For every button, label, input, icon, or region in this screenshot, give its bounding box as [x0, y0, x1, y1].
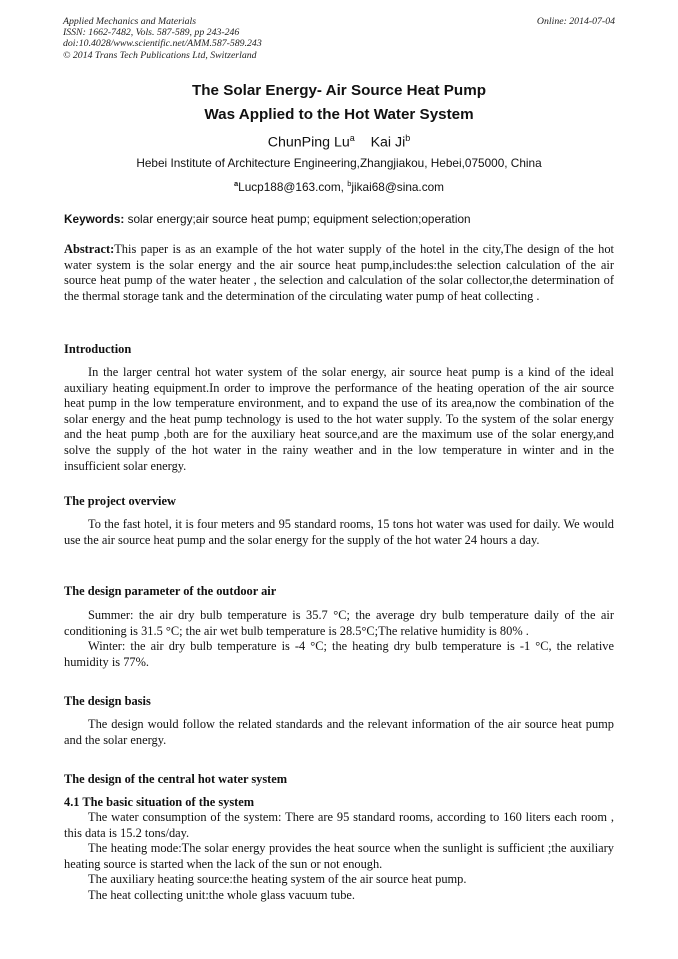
author-line	[0, 129, 678, 152]
intro-paragraph: In the larger central hot water system of the solar energy, air source heat pump is a kind of the ideal auxiliary heating equipment.In order to improve the performance of the heating operation of the air source heat pump in the low temperature environment, and to expand the use of its area,now the combination of the solar energy and the heat pump technology is used to the hot water supply. To the system of the solar energy and the heat pump ,both are for the auxiliary heat source,and are the maximum use of the solar energy,and solve the supply of the hot water in the rainy weather and in the low temperature in winter and in the insufficient solar energy.	[64, 365, 614, 473]
keywords-label: Keywords:	[64, 212, 125, 226]
overview-paragraph: To the fast hotel, it is four meters and 95 standard rooms, 15 tons hot water was used for daily. We would use the air source heat pump and the solar energy for the supply of the hot water 24 hours a day.	[64, 517, 614, 547]
email-b-sup: b	[347, 179, 352, 188]
outdoor-winter: Winter: the air dry bulb temperature is -4 °C; the heating dry bulb temperature is -1 °C, the relative humidity is 77%.	[64, 639, 614, 669]
paper-title-line2: Was Applied to the Hot Water System	[204, 106, 474, 123]
online-date: Online: 2014-07-04	[536, 16, 615, 27]
copyright: © 2014 Trans Tech Publications Ltd, Switzerland	[63, 49, 257, 61]
doi: doi:10.4028/www.scientific.net/AMM.587-589.243	[63, 38, 262, 50]
sub41-p3: The auxiliary heating source:the heating system of the air source heat pump.	[88, 872, 467, 887]
journal-meta	[63, 16, 262, 61]
outdoor-body	[64, 608, 614, 670]
abstract	[64, 242, 614, 304]
author-2: Kai Ji	[370, 134, 406, 151]
keywords	[64, 211, 624, 227]
outdoor-summer: Summer: the air dry bulb temperature is 35.7 °C; the average dry bulb temperature daily of the air conditioning is 31.5 °C; the air wet bulb temperature is 28.5°C;The relative humidity is 80% .	[64, 608, 614, 638]
sub41-heading: 4.1 The basic situation of the system	[64, 795, 255, 809]
abstract-text: This paper is as an example of the hot water supply of the hotel in the city,The design of the hot water system is the solar energy and the air source heat pump,includes:the selection calculation of the air source heat pump of the water heater , the selection and calculation of the solar collector,the determination of the thermal storage tank and the determination of the circulating water pump of heat collecting .	[64, 242, 614, 303]
email-a-sup: a	[233, 179, 239, 188]
sub41-p1: The water consumption of the system: There are 95 standard rooms, according to 160 liters each room , this data is 15.2 tons/day.	[64, 810, 614, 840]
basis-paragraph: The design would follow the related standards and the relevant information of the air source heat pump and the solar energy.	[64, 717, 614, 747]
basis-heading: The design basis	[64, 694, 151, 708]
outdoor-heading: The design parameter of the outdoor air	[64, 584, 277, 598]
email-b: jikai68@sina.com	[351, 179, 444, 194]
sub41-p2: The heating mode:The solar energy provides the heat source when the sunlight is sufficient ;the auxiliary heating source is started when the lack of the sun or not enough.	[64, 841, 614, 871]
central-heading: The design of the central hot water system	[64, 772, 288, 786]
issn: ISSN: 1662-7482, Vols. 587-589, pp 243-246	[63, 27, 240, 39]
author-2-sup: b	[405, 133, 411, 143]
email-line	[0, 176, 678, 195]
intro-heading: Introduction	[64, 342, 132, 356]
email-a: Lucp188@163.com,	[238, 179, 344, 194]
abstract-label: Abstract:	[64, 242, 115, 256]
overview-body	[64, 517, 614, 548]
author-1: ChunPing Lu	[267, 134, 350, 151]
basis-body	[64, 717, 614, 748]
affiliation: Hebei Institute of Architecture Engineering,Zhangjiakou, Hebei,075000, China	[136, 156, 542, 170]
paper-title-line1: The Solar Energy- Air Source Heat Pump	[192, 82, 486, 99]
intro-body	[64, 365, 614, 474]
author-1-sup: a	[349, 133, 355, 143]
sub41-p4: The heat collecting unit:the whole glass vacuum tube.	[88, 887, 356, 902]
sub41-body	[64, 810, 614, 904]
overview-heading: The project overview	[64, 494, 176, 508]
journal-name: Applied Mechanics and Materials	[63, 16, 197, 27]
keywords-text: solar energy;air source heat pump; equipment selection;operation	[127, 212, 471, 226]
